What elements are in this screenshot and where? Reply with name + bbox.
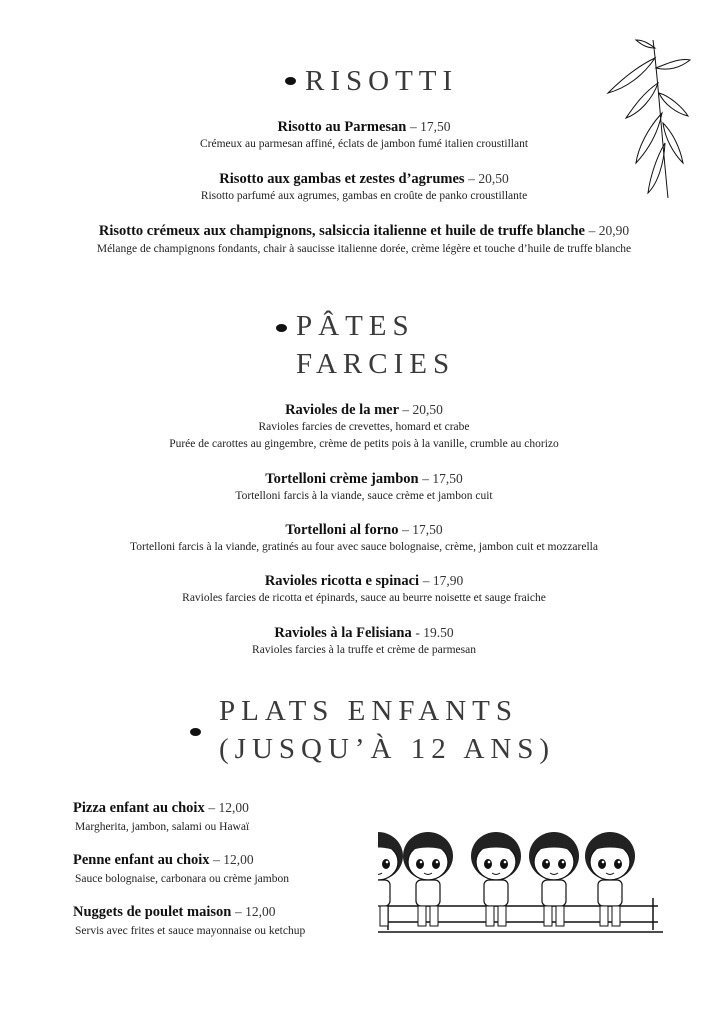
item-price: 12,00 [245, 904, 276, 919]
item-name: Tortelloni crème jambon [265, 471, 419, 487]
item-name: Nuggets de poulet maison [73, 904, 232, 920]
item-description: Servis avec frites et sauce mayonnaise ou ketchup [75, 925, 306, 937]
item-description: Sauce bolognaise, carbonara ou crème jambon [75, 873, 289, 885]
menu-item: Risotto aux gambas et zestes d’agrumes – 20,50 Risotto parfumé aux agrumes, gambas en croûte de panko croustillante [0, 170, 728, 205]
item-price: 12,00 [223, 852, 254, 867]
item-description: Margherita, jambon, salami ou Hawaï [75, 821, 250, 833]
menu-item: Nuggets de poulet maison – 12,00 Servis avec frites et sauce mayonnaise ou ketchup [73, 903, 305, 940]
item-name: Ravioles à la Felisiana [274, 625, 412, 641]
item-description: Tortelloni farcis à la viande, sauce crème et jambon cuit [235, 490, 493, 502]
menu-item: Tortelloni al forno – 17,50 Tortelloni farcis à la viande, gratinés au four avec sauce bolognaise, crème, jambon cuit et mozzarella [0, 521, 728, 556]
menu-item: Risotto au Parmesan – 17,50 Crémeux au parmesan affiné, éclats de jambon fumé italien croustillant [0, 118, 728, 153]
section-title-risotti: RISOTTI [305, 65, 459, 97]
item-price: 17,50 [420, 119, 451, 134]
section-title-pates-line2: FARCIES [296, 348, 456, 380]
item-price: 20,50 [412, 402, 443, 417]
menu-item: Ravioles ricotta e spinaci – 17,90 Ravioles farcies de ricotta et épinards, sauce au beurre noisette et sauge fraiche [0, 572, 728, 607]
item-description: Risotto parfumé aux agrumes, gambas en croûte de panko croustillante [200, 190, 528, 202]
item-name: Risotto crémeux aux champignons, salsiccia italienne et huile de truffe blanche [98, 223, 585, 239]
section-title-pates-line1: PÂTES [296, 310, 415, 342]
item-name: Risotto aux gambas et zestes d’agrumes [219, 171, 465, 187]
menu-item: Risotto crémeux aux champignons, salsiccia italienne et huile de truffe blanche – 20,90 Mélange de champignons fondants, chair à saucisse italienne dorée, crème légère et touche d’huile de truffe blanche [0, 222, 728, 258]
item-price: 20,50 [478, 171, 509, 186]
section-title-enfants-line1: PLATS ENFANTS [219, 695, 519, 727]
item-name: Ravioles de la mer [285, 402, 399, 418]
item-name: Ravioles ricotta e spinaci [264, 573, 420, 589]
item-price: 17,50 [412, 522, 443, 537]
item-description: Ravioles farcies de ricotta et épinards, sauce au beurre noisette et sauge fraiche [182, 592, 546, 604]
item-price: 12,00 [218, 800, 249, 815]
item-description: Ravioles farcies de crevettes, homard et crabe [258, 421, 470, 433]
menu-item: Pizza enfant au choix – 12,00 Margherita, jambon, salami ou Hawaï [73, 799, 249, 836]
children-illustration [378, 818, 663, 938]
item-description: Tortelloni farcis à la viande, gratinés au four avec sauce bolognaise, crème, jambon cuit et mozzarella [130, 541, 598, 553]
menu-item: Tortelloni crème jambon – 17,50 Tortelloni farcis à la viande, sauce crème et jambon cuit [0, 470, 728, 505]
item-name: Pizza enfant au choix [73, 800, 205, 816]
item-name: Risotto au Parmesan [277, 119, 407, 135]
item-price: 17,50 [432, 471, 463, 486]
item-description: Mélange de champignons fondants, chair à saucisse italienne dorée, crème légère et touche d’huile de truffe blanche [96, 243, 632, 255]
item-price: 20,90 [598, 223, 630, 238]
item-description: Purée de carottes au gingembre, crème de petits pois à la vanille, crumble au chorizo [169, 438, 559, 450]
item-name: Penne enfant au choix [73, 852, 210, 868]
menu-item: Penne enfant au choix – 12,00 Sauce bolognaise, carbonara ou crème jambon [73, 851, 289, 888]
item-name: Tortelloni al forno [285, 522, 399, 538]
item-price: 19.50 [423, 625, 454, 640]
menu-item: Ravioles de la mer – 20,50 Ravioles farcies de crevettes, homard et crabe Purée de carottes au gingembre, crème de petits pois à la vanille, crumble au chorizo [0, 401, 728, 453]
item-description: Crémeux au parmesan affiné, éclats de jambon fumé italien croustillant [199, 138, 529, 150]
bullet-icon [190, 728, 201, 736]
item-description: Ravioles farcies à la truffe et crème de parmesan [252, 644, 476, 656]
section-title-enfants-line2: (JUSQU’À 12 ANS) [219, 733, 556, 765]
bullet-icon [285, 77, 296, 85]
item-price: 17,90 [432, 573, 464, 588]
menu-item: Ravioles à la Felisiana - 19.50 Ravioles farcies à la truffe et crème de parmesan [0, 624, 728, 659]
bullet-icon [276, 324, 287, 332]
